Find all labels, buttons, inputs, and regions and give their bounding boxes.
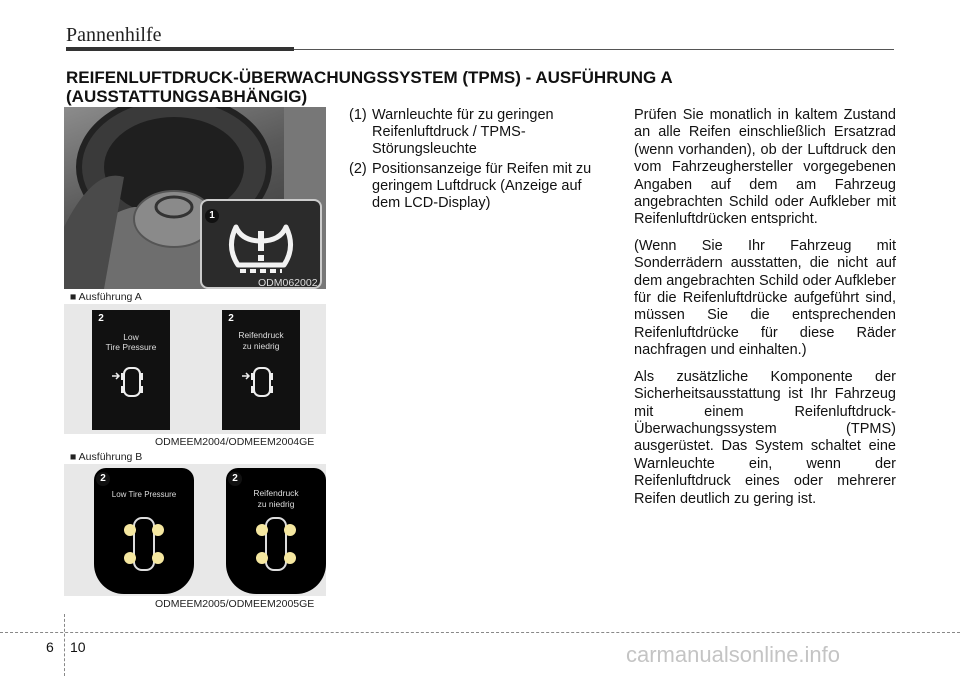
callout-badge-1: 1 bbox=[205, 209, 219, 223]
variant-a-label: ■ Ausführung A bbox=[70, 291, 142, 303]
car-tire-position-icon bbox=[110, 362, 152, 402]
variant-b-code: ODMEEM2005/ODMEEM2005GE bbox=[155, 598, 315, 610]
tpms-warning-icon bbox=[202, 201, 320, 287]
chapter-number: 6 bbox=[46, 639, 54, 655]
chapter-title: Pannenhilfe bbox=[66, 24, 162, 46]
paragraph: Prüfen Sie monatlich in kaltem Zustand an alle Reifen einschließlich Ersatzrad (wenn vorhanden), ob der Luftdruck den vom Fahrzeughersteller vorgegebenen Angaben auf dem am Fahrzeug angebrachten Schild oder Aufkleber mit Reifenluftdrücken entspricht. bbox=[634, 107, 896, 228]
variant-b-label: ■ Ausführung B bbox=[70, 451, 143, 463]
lcd-text-line: zu niedrig bbox=[242, 341, 280, 351]
watermark: carmanualsonline.info bbox=[626, 642, 841, 667]
list-number: (2) bbox=[349, 160, 367, 177]
callout-badge-2: 2 bbox=[228, 472, 242, 486]
lcd-text-line: Low bbox=[123, 332, 139, 342]
lcd-text-line: Low Tire Pressure bbox=[111, 490, 177, 499]
paragraph: (Wenn Sie Ihr Fahrzeug mit Sonderrädern ausstatten, die nicht auf dem angebrachten Schild oder Aufkleber für die Reifenluftdrücke aufgeführt sind, müssen Sie die entsprechenden Reifenluftdrücke für diese Räder nachfragen und einhalten.) bbox=[634, 237, 896, 359]
page-number: 10 bbox=[70, 639, 86, 655]
legend-list bbox=[349, 107, 611, 214]
lcd-display-en bbox=[94, 468, 194, 594]
variant-a-code: ODMEEM2004/ODMEEM2004GE bbox=[155, 436, 315, 448]
car-tire-position-icon bbox=[252, 510, 300, 580]
section-heading: REIFENLUFTDRUCK-ÜBERWACHUNGSSYSTEM (TPMS) - AUSFÜHRUNG A (AUSSTATTUNGSABHÄNGIG) bbox=[66, 68, 672, 106]
list-item bbox=[349, 107, 611, 159]
lcd-text-line: zu niedrig bbox=[257, 499, 295, 509]
paragraph: Als zusätzliche Komponente der Sicherheitsausstattung ist Ihr Fahrzeug mit einem Reifenluftdruck-Überwachungssystem (TPMS) ausgerüstet. Das System schaltet eine Warnleuchte ein, wenn der Reifenluftdruck eines oder mehrerer Reifen deutlich zu gering ist. bbox=[634, 368, 896, 507]
lcd-display-de bbox=[222, 310, 300, 430]
footer-rule bbox=[0, 632, 960, 633]
callout-badge-2: 2 bbox=[96, 472, 110, 486]
list-text: Positionsanzeige für Reifen mit zu geringem Luftdruck (Anzeige auf dem LCD-Display) bbox=[372, 160, 592, 212]
footer-divider bbox=[64, 614, 65, 676]
list-number: (1) bbox=[349, 107, 367, 123]
variant-b-panel bbox=[64, 464, 326, 596]
list-item bbox=[349, 161, 611, 213]
lcd-text-line: Tire Pressure bbox=[105, 342, 157, 352]
body-text bbox=[634, 107, 896, 517]
lcd-text-line: Reifendruck bbox=[238, 330, 284, 340]
lcd-text-line: Reifendruck bbox=[253, 488, 299, 498]
car-tire-position-icon bbox=[240, 362, 282, 402]
figure-code: ODM062002 bbox=[258, 277, 318, 289]
callout-badge-2: 2 bbox=[94, 312, 108, 326]
header-rule-bold bbox=[66, 47, 294, 51]
lcd-display-en bbox=[92, 310, 170, 430]
header-rule bbox=[294, 49, 894, 50]
lcd-display-de bbox=[226, 468, 326, 594]
list-text: Warnleuchte für zu geringen Reifenluftdruck / TPMS-Störungsleuchte bbox=[372, 107, 554, 158]
variant-a-panel bbox=[64, 304, 326, 434]
car-tire-position-icon bbox=[120, 510, 168, 580]
callout-badge-2: 2 bbox=[224, 312, 238, 326]
instrument-cluster-image bbox=[64, 107, 326, 289]
